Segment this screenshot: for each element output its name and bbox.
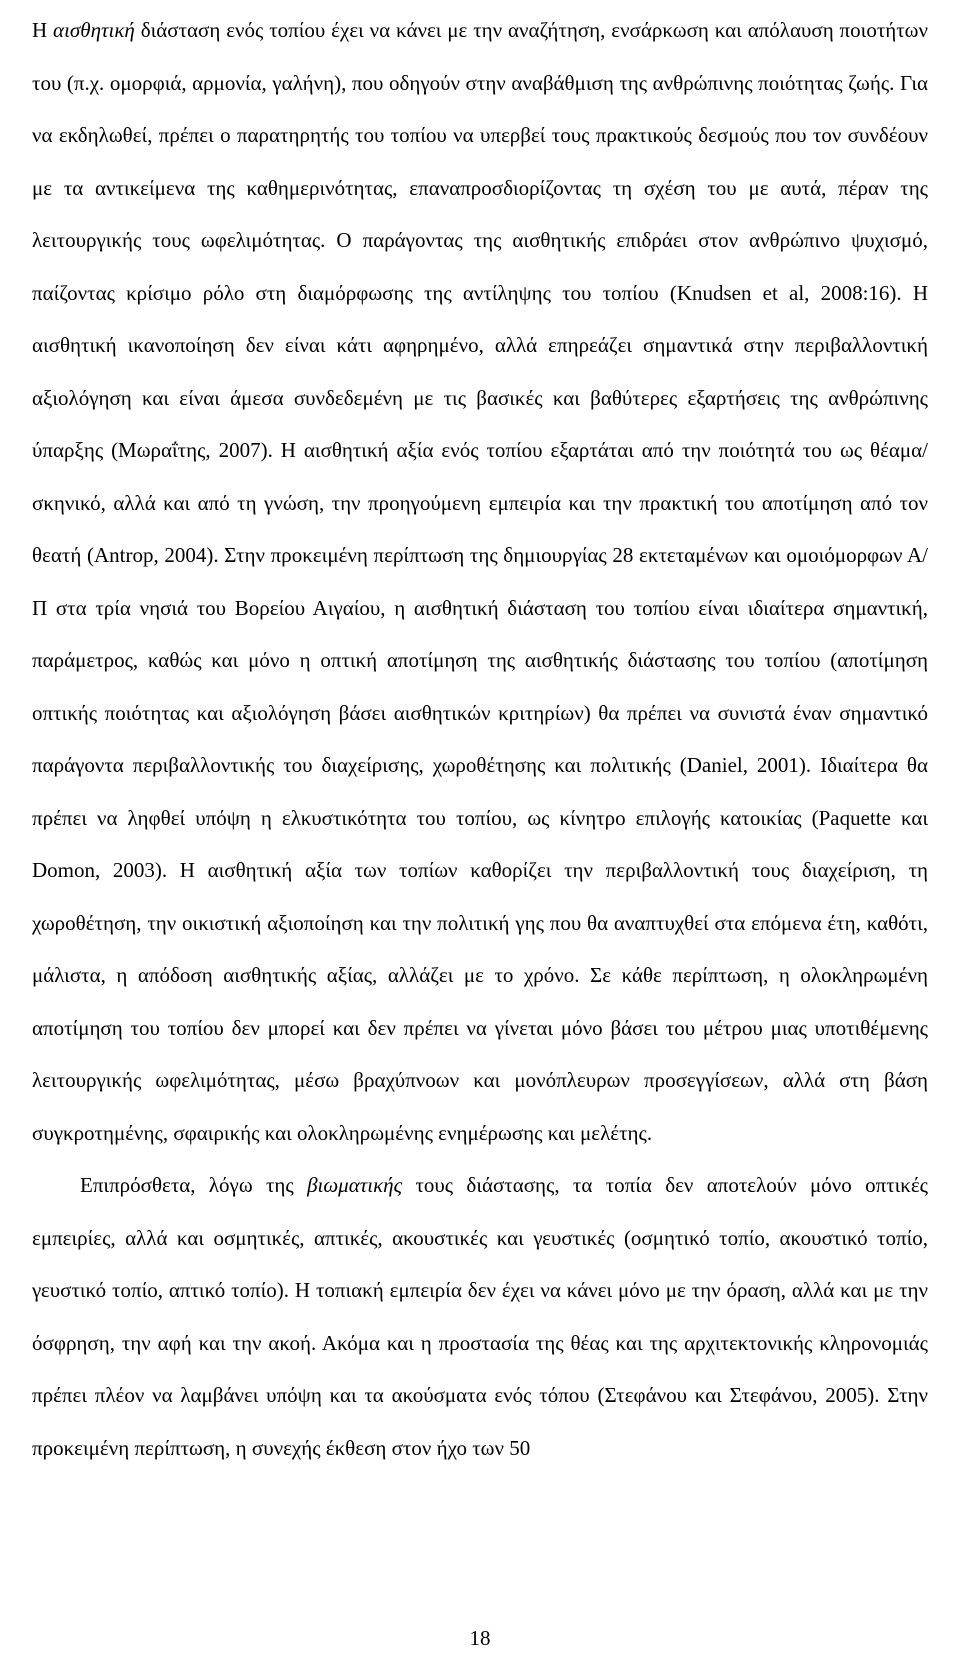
- document-page: [32, 4, 928, 1474]
- paragraph1-emphasis: αισθητική: [53, 18, 135, 42]
- paragraph2-body: τους διάστασης, τα τοπία δεν αποτελούν μόνο οπτικές εμπειρίες, αλλά και οσμητικές, απτικές, ακουστικές και γευστικές (οσμητικό τοπίο, ακουστικό τοπίο, γευστικό τοπίο, απτικό τοπίο). Η τοπιακή εμπειρία δεν έχει να κάνει μόνο με την όραση, αλλά και με την όσφρηση, την αφή και την ακοή. Ακόμα και η προστασία της θέας και της αρχιτεκτονικής κληρονομιάς πρέπει πλέον να λαμβάνει υπόψη και τα ακούσματα ενός τόπου (Στεφάνου και Στεφάνου, 2005). Στην προκειμένη περίπτωση, η συνεχής έκθεση στον ήχο των 50: [32, 1173, 928, 1460]
- paragraph-experiential-dimension: [32, 1159, 928, 1474]
- paragraph-aesthetic-dimension: [32, 4, 928, 1159]
- paragraph2-emphasis: βιωματικής: [307, 1173, 403, 1197]
- paragraph1-body: διάσταση ενός τοπίου έχει να κάνει με την αναζήτηση, ενσάρκωση και απόλαυση ποιοτήτων του (π.χ. ομορφιά, αρμονία, γαλήνη), που οδηγούν στην αναβάθμιση της ανθρώπινης ποιότητας ζωής. Για να εκδηλωθεί, πρέπει ο παρατηρητής του τοπίου να υπερβεί τους πρακτικούς δεσμούς που τον συνδέουν με τα αντικείμενα της καθημερινότητας, επαναπροσδιορίζοντας τη σχέση του με αυτά, πέραν της λειτουργικής τους ωφελιμότητας. Ο παράγοντας της αισθητικής επιδράει στον ανθρώπινο ψυχισμό, παίζοντας κρίσιμο ρόλο στη διαμόρφωσης της αντίληψης του τοπίου (Knudsen et al, 2008:16). Η αισθητική ικανοποίηση δεν είναι κάτι αφηρημένο, αλλά επηρεάζει σημαντικά στην περιβαλλοντική αξιολόγηση και είναι άμεσα συνδεδεμένη με τις βασικές και βαθύτερες εξαρτήσεις της ανθρώπινης ύπαρξης (Μωραΐτης, 2007). Η αισθητική αξία ενός τοπίου εξαρτάται από την ποιότητά του ως θέαμα/ σκηνικό, αλλά και από τη γνώση, την προηγούμενη εμπειρία και την πρακτική του αποτίμηση από τον θεατή (Antrop, 2004). Στην προκειμένη περίπτωση της δημιουργίας 28 εκτεταμένων και ομοιόμορφων Α/Π στα τρία νησιά του Βορείου Αιγαίου, η αισθητική διάσταση του τοπίου είναι ιδιαίτερα σημαντική, παράμετρος, καθώς και μόνο η οπτική αποτίμηση της αισθητικής διάστασης του τοπίου (αποτίμηση οπτικής ποιότητας και αξιολόγηση βάσει αισθητικών κριτηρίων) θα πρέπει να συνιστά έναν σημαντικό παράγοντα περιβαλλοντικής του διαχείρισης, χωροθέτησης και πολιτικής (Daniel, 2001). Ιδιαίτερα θα πρέπει να ληφθεί υπόψη η ελκυστικότητα του τοπίου, ως κίνητρο επιλογής κατοικίας (Paquette και Domon, 2003). Η αισθητική αξία των τοπίων καθορίζει την περιβαλλοντική τους διαχείριση, τη χωροθέτηση, την οικιστική αξιοποίηση και την πολιτική γης που θα αναπτυχθεί στα επόμενα έτη, καθότι, μάλιστα, η απόδοση αισθητικής αξίας, αλλάζει με το χρόνο. Σε κάθε περίπτωση, η ολοκληρωμένη αποτίμηση του τοπίου δεν μπορεί και δεν πρέπει να γίνεται μόνο βάσει του μέτρου μιας υποτιθέμενης λειτουργικής ωφελιμότητας, μέσω βραχύπνοων και μονόπλευρων προσεγγίσεων, αλλά στη βάση συγκροτημένης, σφαιρικής και ολοκληρωμένης ενημέρωσης και μελέτης.: [32, 18, 928, 1145]
- page-number: 18: [469, 1626, 491, 1650]
- paragraph1-lead: Η: [32, 18, 54, 42]
- paragraph2-lead: Επιπρόσθετα, λόγω της: [80, 1173, 308, 1197]
